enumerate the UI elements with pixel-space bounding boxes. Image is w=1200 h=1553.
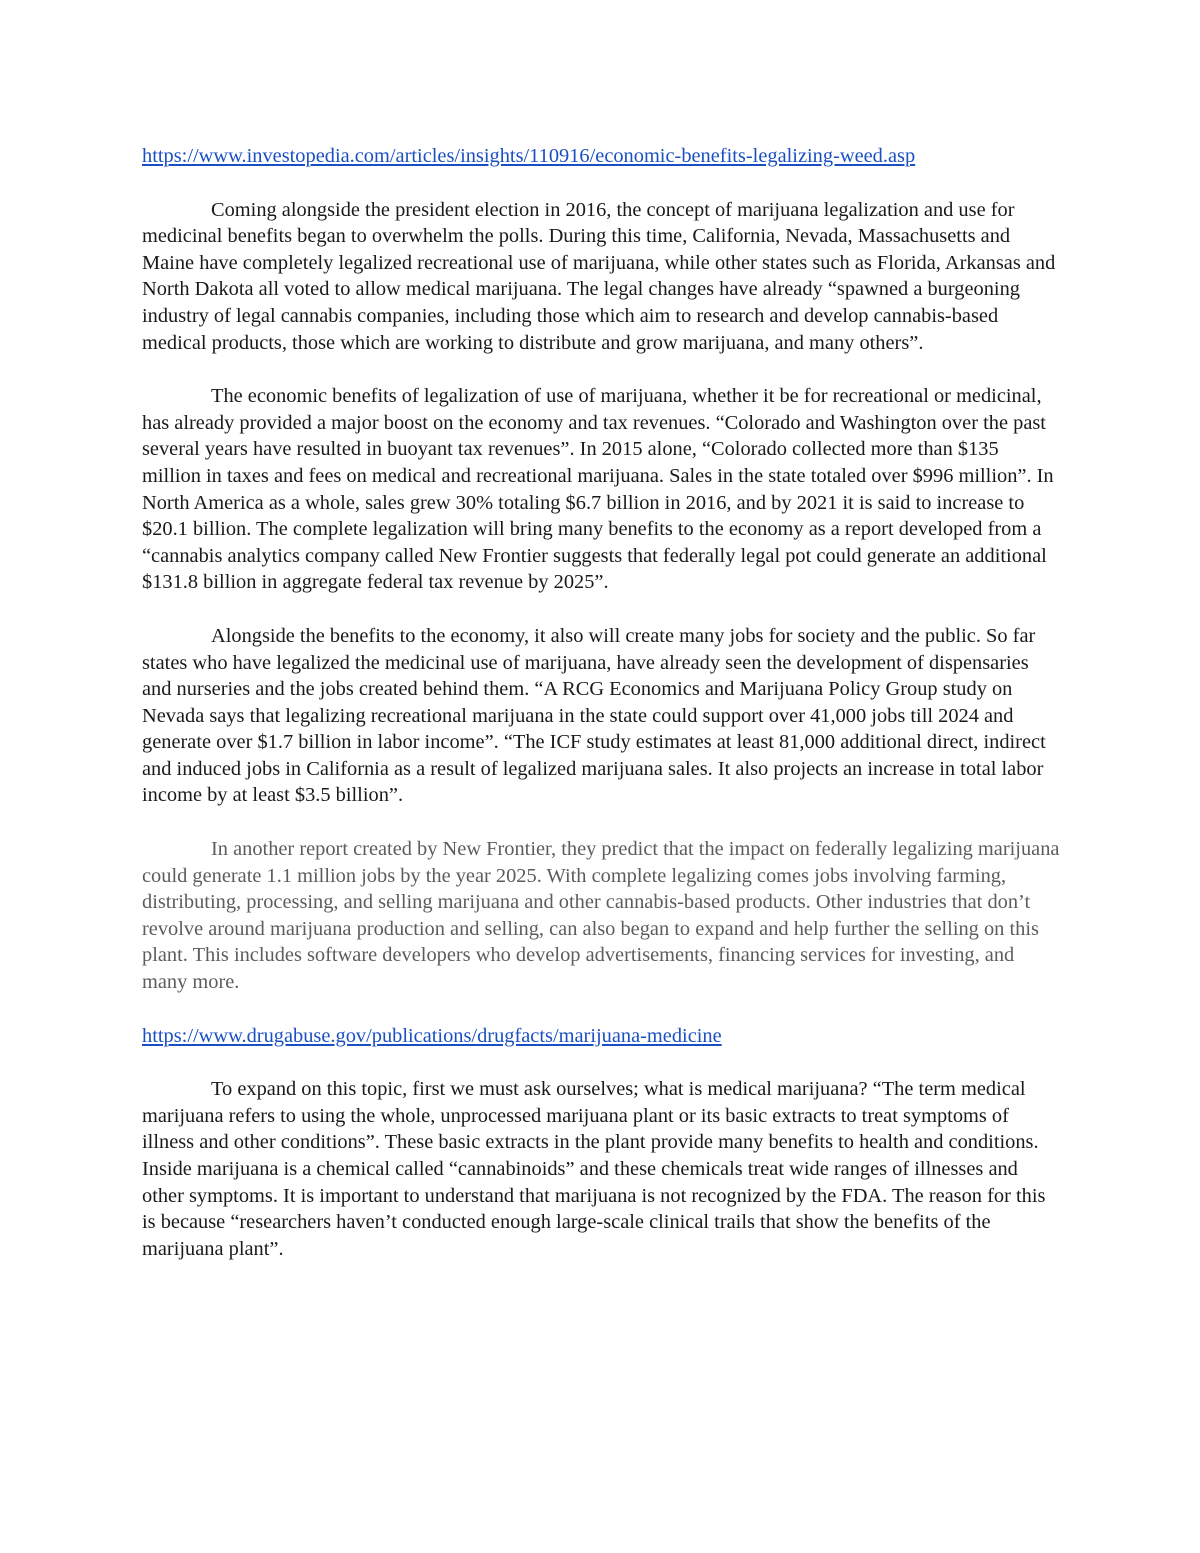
source-link-line-2 [142,1023,1062,1050]
paragraph-election-legalization: Coming alongside the president election in 2016, the concept of marijuana legalization and use for medicinal benefits began to overwhelm the polls. During this time, California, Nevada, Massachusetts and Maine have completely legalized recreational use of marijuana, while other states such as Florida, Arkansas and North Dakota all voted to allow medical marijuana. The legal changes have already “spawned a burgeoning industry of legal cannabis companies, including those which aim to research and develop cannabis-based medical products, those which are working to distribute and grow marijuana, and many others”. [142,198,1056,354]
source-link-line-1 [142,143,1062,170]
paragraph-jobs: Alongside the benefits to the economy, it also will create many jobs for society and the public. So far states who have legalized the medicinal use of marijuana, have already seen the development of dispensaries and nurseries and the jobs created behind them. “A RCG Economics and Marijuana Policy Group study on Nevada says that legalizing recreational marijuana in the state could support over 41,000 jobs till 2024 and generate over $1.7 billion in labor income”. “The ICF study estimates at least 81,000 additional direct, indirect and induced jobs in California as a result of legalized marijuana sales. It also projects an increase in total labor income by at least $3.5 billion”. [142,624,1046,807]
paragraph-economic-benefits: The economic benefits of legalization of use of marijuana, whether it be for recreational or medicinal, has already provided a major boost on the economy and tax revenues. “Colorado and Washington over the past several years have resulted in buoyant tax revenues”. In 2015 alone, “Colorado collected more than $135 million in taxes and fees on medical and recreational marijuana. Sales in the state totaled over $996 million”. In North America as a whole, sales grew 30% totaling $6.7 billion in 2016, and by 2021 it is said to increase to $20.1 billion. The complete legalization will bring many benefits to the economy as a report developed from a “cannabis analytics company called New Frontier suggests that federally legal pot could generate an additional $131.8 billion in aggregate federal tax revenue by 2025”. [142,385,1054,594]
drugabuse-link[interactable]: https://www.drugabuse.gov/publications/drugfacts/marijuana-medicine [142,1024,722,1047]
paragraph-new-frontier-report: In another report created by New Frontier, they predict that the impact on federally legalizing marijuana could generate 1.1 million jobs by the year 2025. With complete legalizing comes jobs involving farming, distributing, processing, and selling marijuana and other cannabis-based products. Other industries that don’t revolve around marijuana production and selling, can also began to expand and help further the selling on this plant. This includes software developers who develop advertisements, financing services for investing, and many more. [142,838,1060,994]
document-body [142,143,1062,1289]
paragraph-medical-marijuana: To expand on this topic, first we must ask ourselves; what is medical marijuana? “The term medical marijuana refers to using the whole, unprocessed marijuana plant or its basic extracts to treat symptoms of illness and other conditions”. These basic extracts in the plant provide many benefits to health and conditions. Inside marijuana is a chemical called “cannabinoids” and these chemicals treat wide ranges of illnesses and other symptoms. It is important to understand that marijuana is not recognized by the FDA. The reason for this is because “researchers haven’t conducted enough large-scale clinical trails that show the benefits of the marijuana plant”. [142,1078,1046,1260]
investopedia-link[interactable]: https://www.investopedia.com/articles/insights/110916/economic-benefits-legalizing-weed.asp [142,145,916,167]
